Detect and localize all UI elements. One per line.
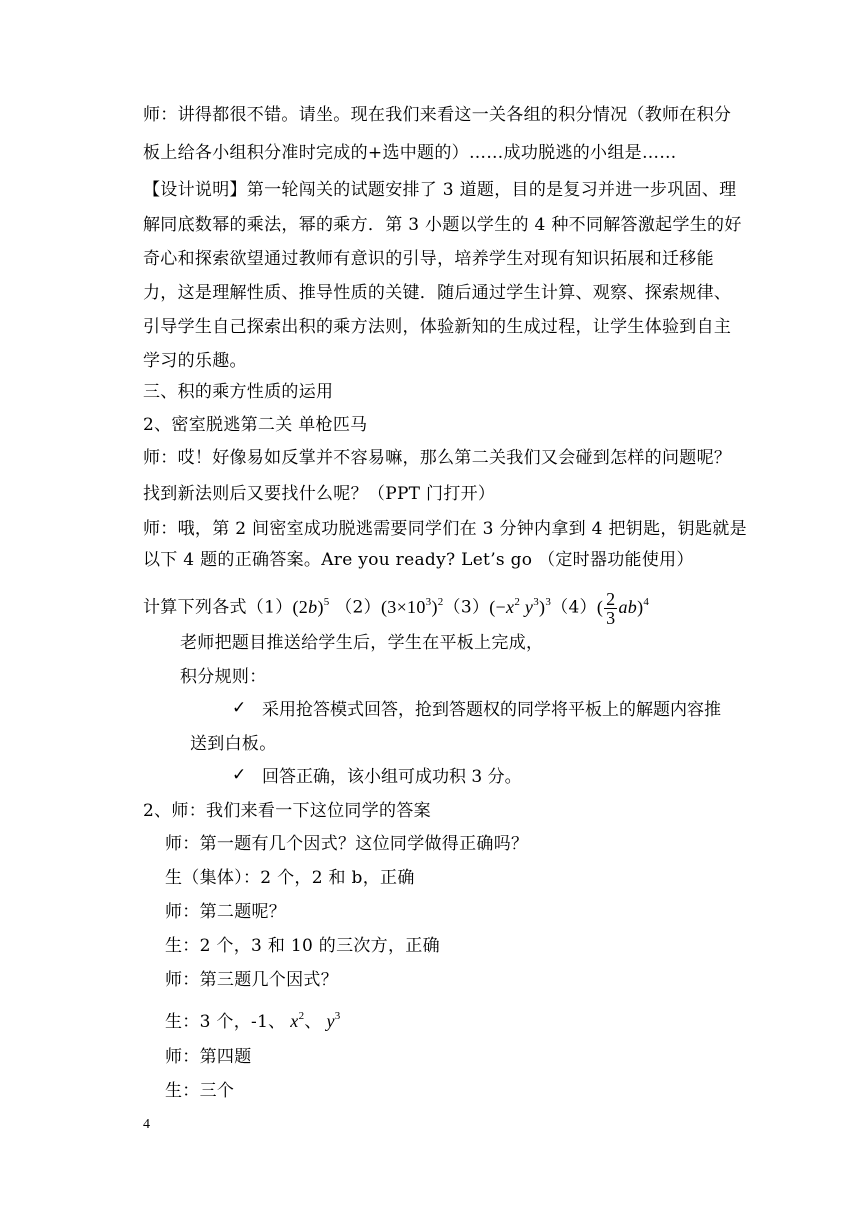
section-heading: 三、积的乘方性质的运用 (143, 382, 334, 402)
dialog-line: 师：第三题几个因式？ (165, 970, 338, 990)
formula-2: $(3\times 10^3)^2$ (380, 595, 444, 617)
exercise-label-3: （3） (443, 597, 490, 618)
text-line: 奇心和探索欲望通过教师有意识的引导，培养学生对现有知识拓展和迁移能 (143, 249, 714, 269)
text-line: 积分规则： (180, 667, 267, 687)
dialog-line: 生：2 个，3 和 10 的三次方，正确 (165, 936, 440, 956)
formula-1: $(2b)^5$ (292, 595, 330, 617)
text-line: 【设计说明】第一轮闯关的试题安排了 3 道题，目的是复习并进一步巩固、理 (143, 180, 737, 200)
dialog-line: 生：三个 (165, 1081, 235, 1101)
text-line: 板上给各小组积分准时完成的+选中题的）……成功脱逃的小组是…… (143, 143, 677, 163)
dialog-text: 生：3 个，-1、 (165, 1012, 286, 1032)
dialog-line (165, 1005, 341, 1033)
exercise-label-4: （4） (551, 597, 597, 618)
text-line: 2、师：我们来看一下这位同学的答案 (143, 801, 431, 821)
dialog-line: 生（集体）：2 个，2 和 b，正确 (165, 868, 415, 888)
text-line: 师：哎！好像易如反掌并不容易嘛，那么第二关我们又会碰到怎样的问题呢？ (143, 448, 732, 468)
dialog-line: 师：第四题 (165, 1047, 252, 1067)
dialog-line: 师：第一题有几个因式？这位同学做得正确吗？ (165, 834, 529, 854)
text-line: 送到白板。 (190, 734, 277, 754)
rule-item: 回答正确，该小组可成功积 3 分。 (262, 767, 522, 787)
text-line: 引导学生自己探索出积的乘方法则，体验新知的生成过程，让学生体验到自主 (143, 317, 732, 337)
formula-3: ($-x^2$ $y^3)^3$ (489, 595, 552, 617)
rule-item: 采用抢答模式回答，抢到答题权的同学将平板上的解题内容推 (262, 700, 721, 720)
text-line: 老师把题目推送给学生后，学生在平板上完成， (180, 633, 544, 653)
subsection-heading: 2、密室脱逃第二关 单枪匹马 (143, 415, 368, 435)
formula-x2: $x^2$ (285, 1010, 305, 1031)
text-line: 力，这是理解性质、推导性质的关键．随后通过学生计算、观察、探索规律、 (143, 283, 732, 303)
separator: 、 (304, 1012, 322, 1032)
text-line: 师：讲得都很不错。请坐。现在我们来看这一关各组的积分情况（教师在积分 (143, 105, 732, 125)
dialog-line: 师：第二题呢？ (165, 902, 287, 922)
exercise-label-2: （2） (329, 597, 381, 618)
text-line: 解同底数幂的乘法，幂的乘方．第 3 小题以学生的 4 种不同解答激起学生的好 (143, 215, 742, 235)
page-number: 4 (143, 1117, 150, 1132)
formula-y3: $y^3$ (321, 1010, 341, 1031)
check-icon: ✓ (232, 698, 247, 718)
check-icon: ✓ (232, 765, 247, 785)
text-line: 找到新法则后又要找什么呢？（PPT 门打开） (143, 484, 496, 504)
fraction: $\frac{2}{3}$ (606, 589, 616, 628)
exercise-prefix: 计算下列各式（1） (143, 597, 293, 618)
formula-4: ( $\frac{2}{3}$ ab)$^4$ (596, 589, 650, 628)
text-line: 以下 4 题的正确答案。Are you ready? Let’s go （定时器功能使用） (143, 550, 694, 570)
text-line: 师：哦，第 2 间密室成功脱逃需要同学们在 3 分钟内拿到 4 把钥匙，钥匙就是 (143, 519, 747, 539)
math-exercise-line (143, 590, 649, 627)
text-line: 学习的乐趣。 (143, 351, 247, 371)
